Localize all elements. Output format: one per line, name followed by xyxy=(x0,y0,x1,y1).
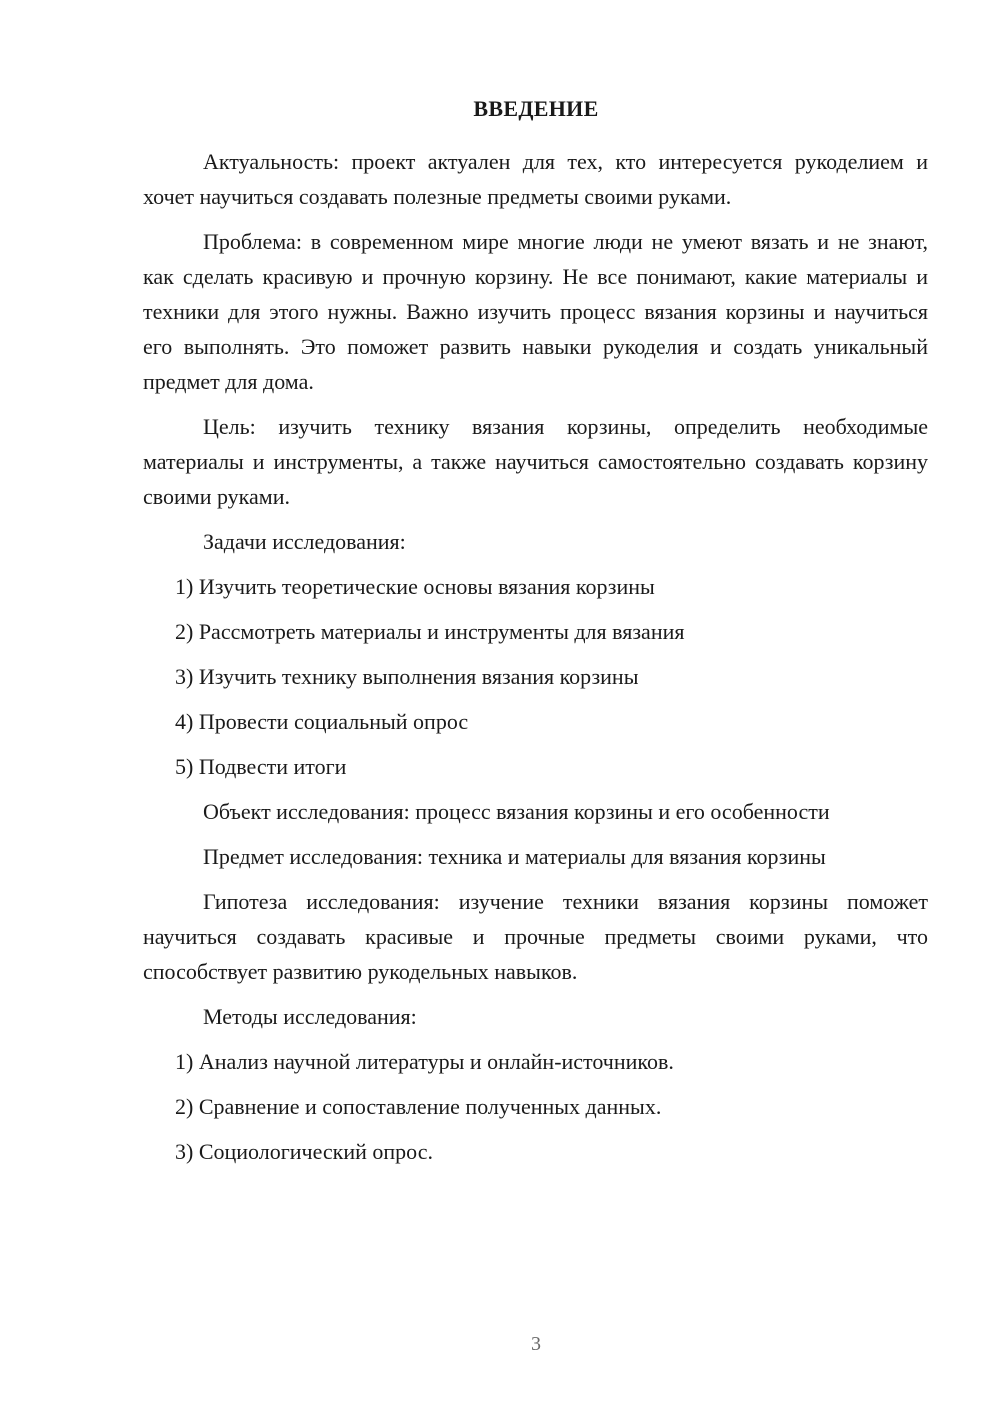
relevance-paragraph: Актуальность: проект актуален для тех, кто интересуется рукоделием и хочет научиться создавать полезные предметы своими руками. xyxy=(143,149,928,209)
method-item: 2) Сравнение и сопоставление полученных данных. xyxy=(175,1094,662,1119)
task-item: 5) Подвести итоги xyxy=(175,754,347,779)
page-number: 3 xyxy=(531,1333,541,1355)
method-item: 3) Социологический опрос. xyxy=(175,1139,433,1164)
page-heading: ВВЕДЕНИЕ xyxy=(473,96,599,121)
task-item: 1) Изучить теоретические основы вязания корзины xyxy=(175,574,655,599)
task-item: 2) Рассмотреть материалы и инструменты для вязания xyxy=(175,619,685,644)
document-body xyxy=(143,144,928,1179)
problem-paragraph: Проблема: в современном мире многие люди не умеют вязать и не знают, как сделать красивую и прочную корзину. Не все понимают, какие материалы и техники для этого нужны. Важно изучить процесс вязания корзины и научиться его выполнять. Это поможет развить навыки рукоделия и создать уникальный предмет для дома. xyxy=(143,229,928,394)
task-item: 3) Изучить технику выполнения вязания корзины xyxy=(175,664,639,689)
hypothesis-paragraph: Гипотеза исследования: изучение техники вязания корзины поможет научиться создавать красивые и прочные предметы своими руками, что способствует развитию рукодельных навыков. xyxy=(143,889,928,984)
subject-paragraph: Предмет исследования: техника и материалы для вязания корзины xyxy=(203,844,826,869)
tasks-title: Задачи исследования: xyxy=(203,529,406,554)
object-paragraph: Объект исследования: процесс вязания корзины и его особенности xyxy=(203,799,830,824)
methods-title: Методы исследования: xyxy=(203,1004,417,1029)
method-item: 1) Анализ научной литературы и онлайн-источников. xyxy=(175,1049,674,1074)
goal-paragraph: Цель: изучить технику вязания корзины, определить необходимые материалы и инструменты, а также научиться самостоятельно создавать корзину своими руками. xyxy=(143,414,928,509)
task-item: 4) Провести социальный опрос xyxy=(175,709,469,734)
